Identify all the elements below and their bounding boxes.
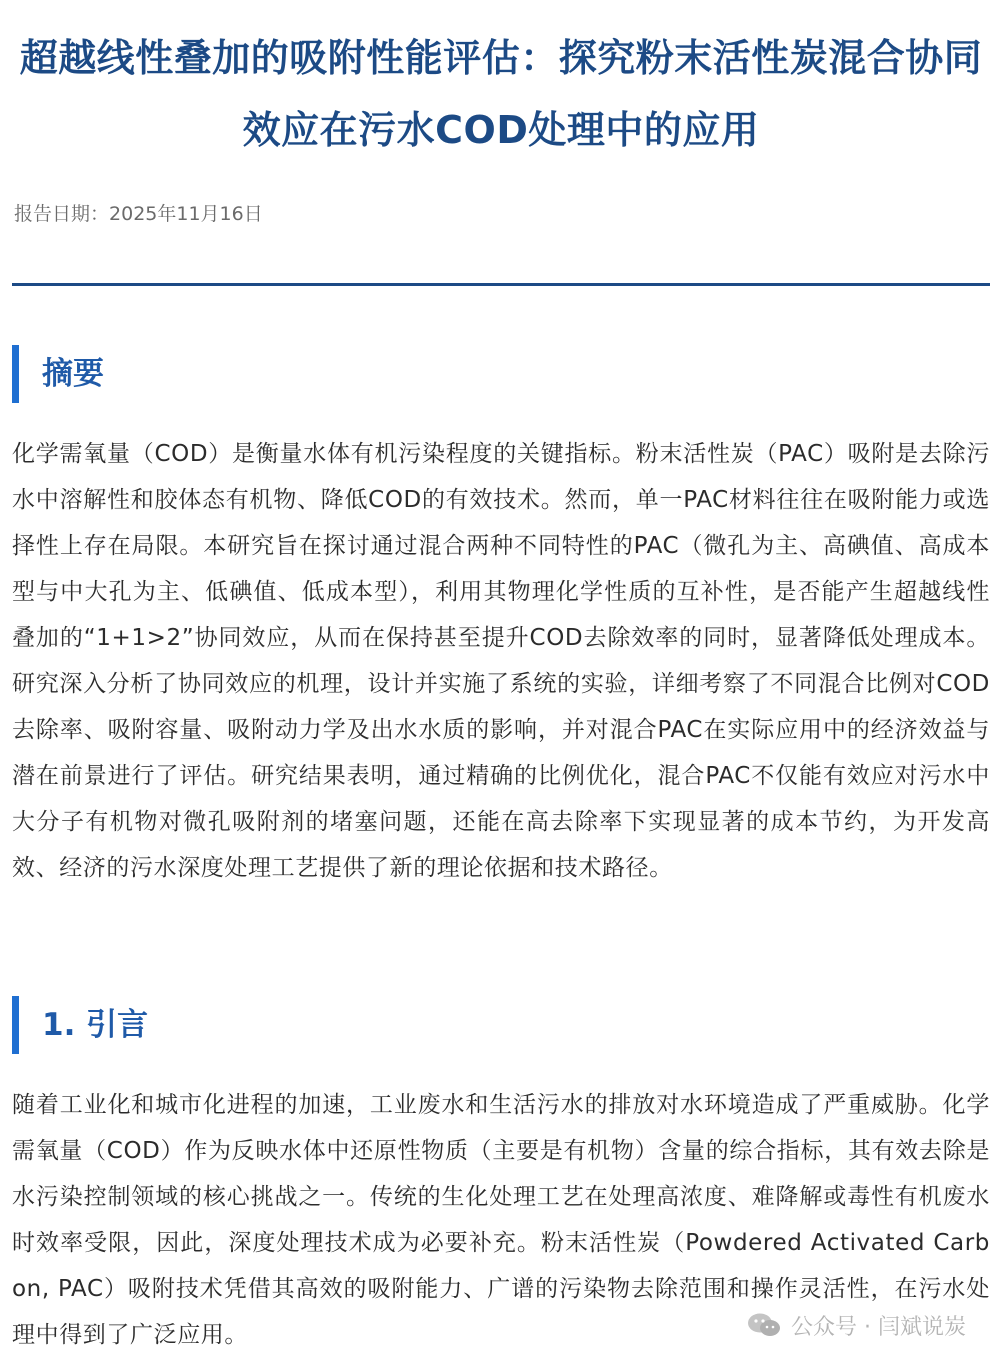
report-date-label: 报告日期：: [14, 203, 110, 225]
heading-accent-bar: [12, 345, 19, 403]
wechat-watermark: [743, 1305, 970, 1345]
wechat-icon: [747, 1312, 781, 1338]
report-date-value: 2025年11月16日: [109, 203, 263, 225]
introduction-heading: [12, 996, 612, 1054]
report-date: [14, 200, 263, 228]
document-title: 超越线性叠加的吸附性能评估：探究粉末活性炭混合协同效应在污水COD处理中的应用: [19, 36, 983, 152]
introduction-paragraph: 随着工业化和城市化进程的加速，工业废水和生活污水的排放对水环境造成了严重威胁。化学需氧量（COD）作为反映水体中还原性物质（主要是有机物）含量的综合指标，其有效去除是水污染控制领域的核心挑战之一。传统的生化处理工艺在处理高浓度、难降解或毒性有机废水时效率受限，因此，深度处理技术成为必要补充。粉末活性炭（Powdered Activated Carbon, PAC）吸附技术凭借其高效的吸附能力、广谱的污染物去除范围和操作灵活性，在污水处理中得到了广泛应用。: [12, 1092, 990, 1348]
abstract-heading-text: 摘要: [42, 356, 104, 392]
heading-accent-bar: [12, 996, 19, 1054]
title-divider: [12, 283, 990, 286]
watermark-text: 公众号 · 闫斌说炭: [791, 1314, 966, 1340]
abstract-heading: [12, 345, 612, 403]
abstract-paragraph: 化学需氧量（COD）是衡量水体有机污染程度的关键指标。粉末活性炭（PAC）吸附是去除污水中溶解性和胶体态有机物、降低COD的有效技术。然而，单一PAC材料往往在吸附能力或选择性上存在局限。本研究旨在探讨通过混合两种不同特性的PAC（微孔为主、高碘值、高成本型与中大孔为主、低碘值、低成本型），利用其物理化学性质的互补性，是否能产生超越线性叠加的“1+1>2”协同效应，从而在保持甚至提升COD去除效率的同时，显著降低处理成本。研究深入分析了协同效应的机理，设计并实施了系统的实验，详细考察了不同混合比例对COD去除率、吸附容量、吸附动力学及出水水质的影响，并对混合PAC在实际应用中的经济效益与潜在前景进行了评估。研究结果表明，通过精确的比例优化，混合PAC不仅能有效应对污水中大分子有机物对微孔吸附剂的堵塞问题，还能在高去除率下实现显著的成本节约，为开发高效、经济的污水深度处理工艺提供了新的理论依据和技术路径。: [12, 441, 990, 881]
introduction-heading-text: 1. 引言: [42, 1007, 149, 1043]
